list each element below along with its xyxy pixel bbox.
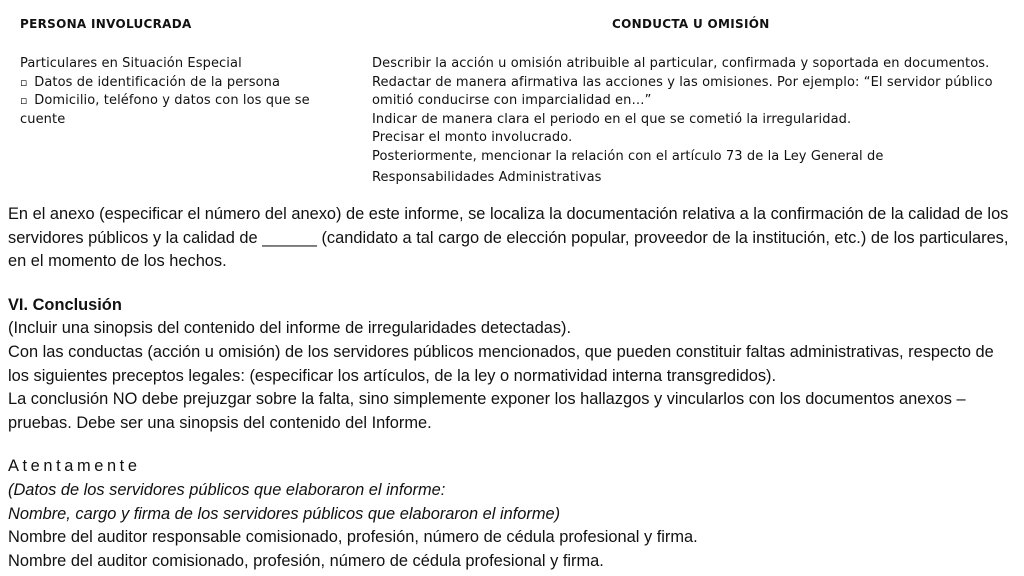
list-item-text: Domicilio, teléfono y datos con los que se cuente: [20, 93, 310, 127]
list-item: [20, 74, 350, 93]
persona-title: Particulares en Situación Especial: [20, 56, 242, 71]
document-body: [8, 203, 1018, 573]
auditor-line: Nombre del auditor comisionado, profesión, número de cédula profesional y firma.: [8, 551, 604, 570]
conducta-line: Redactar de manera afirmativa las acciones y las omisiones. Por ejemplo: “El servidor público: [372, 74, 993, 90]
conclusion-title: VI. Conclusión: [8, 295, 122, 314]
conclusion-line: (Incluir una sinopsis del contenido del informe de irregularidades detectadas).: [8, 319, 572, 338]
conducta-line: Responsabilidades Administrativas: [372, 170, 602, 185]
list-item-text: Datos de identificación de la persona: [34, 74, 281, 90]
conducta-column: [372, 55, 1022, 188]
conducta-line: Describir la acción u omisión atribuible al particular, confirmada y soportada en documentos.: [372, 56, 990, 71]
italic-line: Nombre, cargo y firma de los servidores públicos que elaboraron el informe): [8, 504, 561, 523]
header-conducta-omision: CONDUCTA U OMISIÓN: [612, 17, 770, 31]
bullet-icon: ▫: [20, 94, 28, 107]
italic-line: (Datos de los servidores públicos que elaboraron el informe:: [8, 480, 446, 499]
annex-paragraph: En el anexo (especificar el número del anexo) de este informe, se localiza la documentación relativa a la confirmación de la calidad de los servidores públicos y la calidad de ______ (candidato a tal cargo de elección popular, proveedor de la institución, etc.) de los particulares, en el momento de los hechos.: [8, 205, 1009, 271]
bullet-icon: ▫: [20, 75, 28, 89]
conducta-line: Indicar de manera clara el periodo en el que se cometió la irregularidad.: [372, 111, 852, 127]
conclusion-line: Con las conductas (acción u omisión) de los servidores públicos mencionados, que pueden constituir faltas administrativas, respecto de los siguientes preceptos legales: (especificar los artículos, de la ley o normatividad interna transgredidos).: [8, 342, 994, 385]
header-persona-involucrada: PERSONA INVOLUCRADA: [20, 17, 192, 31]
conducta-line: Posteriormente, mencionar la relación con el artículo 73 de la Ley General de: [372, 148, 884, 164]
closing-text: Atentamente: [8, 457, 141, 476]
conducta-line: Precisar el monto involucrado.: [372, 130, 573, 145]
conducta-line: omitió conducirse con imparcialidad en…”: [372, 93, 652, 108]
conduct-table: [0, 0, 1024, 190]
conclusion-line: La conclusión NO debe prejuzgar sobre la falta, sino simplemente exponer los hallazgos y vincularlos con los documentos anexos –pruebas. Debe ser una sinopsis del contenido del Informe.: [8, 390, 966, 432]
list-item: [20, 92, 320, 129]
auditor-line: Nombre del auditor responsable comisionado, profesión, número de cédula profesional y firma.: [8, 528, 698, 547]
persona-column: [20, 55, 350, 129]
